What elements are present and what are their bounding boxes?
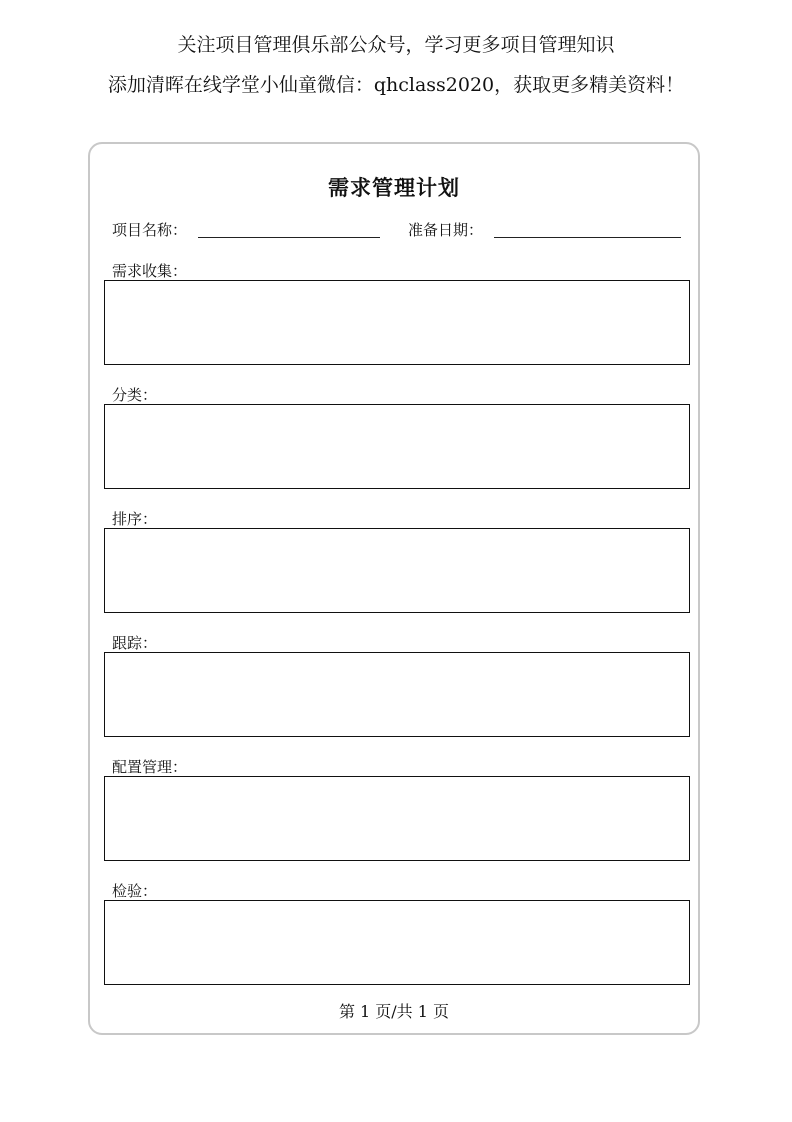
project-name-label: 项目名称： [112, 221, 188, 239]
project-name-field[interactable] [198, 237, 380, 238]
section-box-verification[interactable] [104, 900, 690, 985]
section-label-prioritization: 排序： [112, 510, 158, 528]
section-label-collection: 需求收集： [112, 262, 188, 280]
section-label-tracking: 跟踪： [112, 634, 158, 652]
section-box-collection[interactable] [104, 280, 690, 365]
section-label-verification: 检验： [112, 882, 158, 900]
section-label-classification: 分类： [112, 386, 158, 404]
form-title: 需求管理计划 [328, 176, 460, 200]
header-line-wechat: 添加清晖在线学堂小仙童微信：qhclass2020，获取更多精美资料！ [107, 74, 685, 96]
section-box-prioritization[interactable] [104, 528, 690, 613]
section-box-tracking[interactable] [104, 652, 690, 737]
form-card [88, 142, 700, 1035]
header-line-follow: 关注项目管理俱乐部公众号，学习更多项目管理知识 [177, 34, 615, 56]
section-box-classification[interactable] [104, 404, 690, 489]
section-label-configuration: 配置管理： [112, 758, 188, 776]
section-box-configuration[interactable] [104, 776, 690, 861]
page-footer: 第 1 页/共 1 页 [338, 1002, 450, 1021]
prep-date-field[interactable] [494, 237, 681, 238]
prep-date-label: 准备日期： [408, 221, 484, 239]
